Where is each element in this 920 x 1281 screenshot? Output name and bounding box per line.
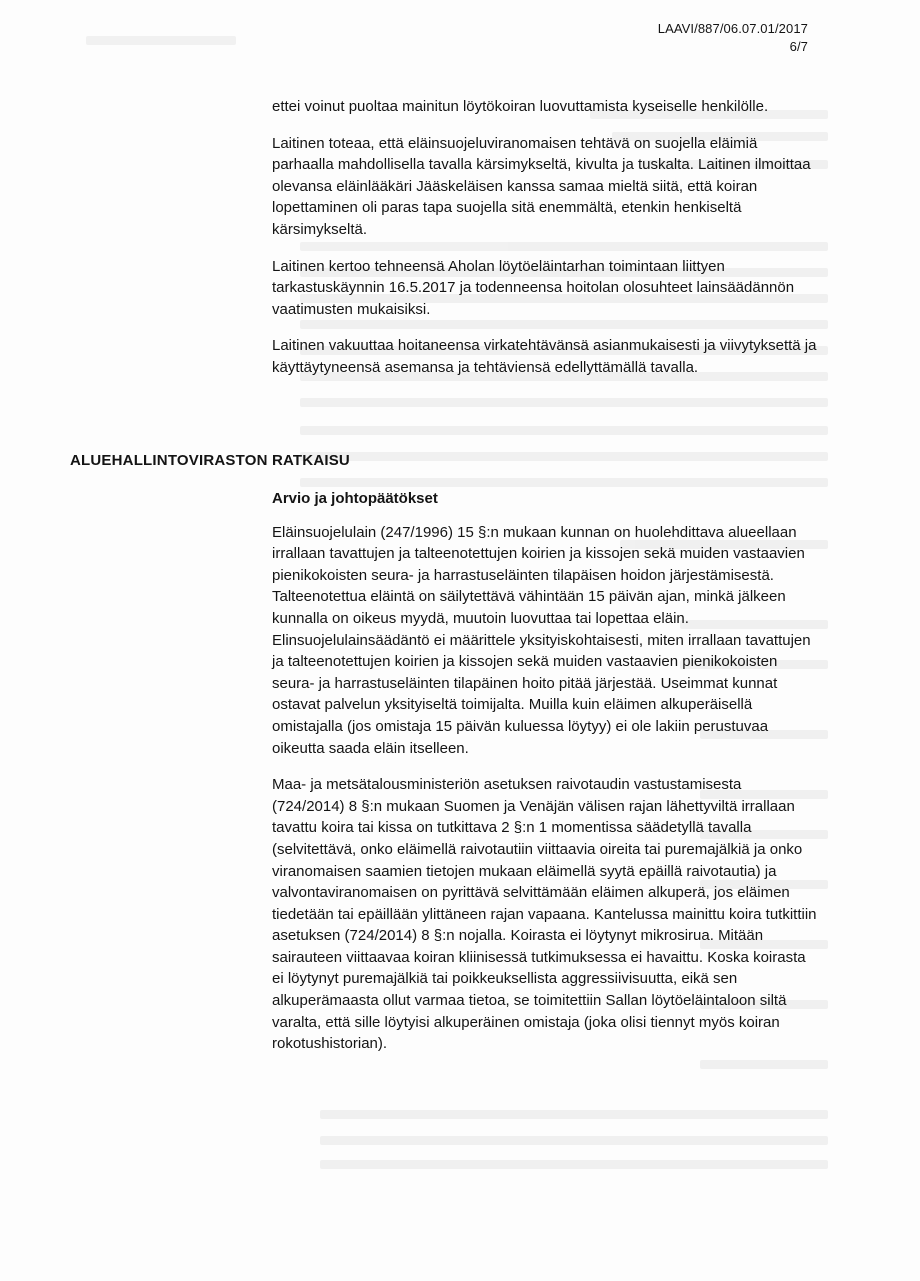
lower-text-block	[272, 488, 818, 1070]
paragraph: Laitinen vakuuttaa hoitaneensa virkatehtävänsä asianmukaisesti ja viivytyksettä ja käyttäytyneensä asemansa ja tehtäviensä edellyttämällä tavalla.	[272, 337, 817, 376]
section-heading: ALUEHALLINTOVIRASTON RATKAISU	[70, 452, 350, 469]
reference-number: LAAVI/887/06.07.01/2017	[657, 21, 808, 36]
paragraph: Eläinsuojelulain (247/1996) 15 §:n mukaan kunnan on huolehdittava alueellaan irrallaan tavattujen ja talteenotettujen koirien ja kissojen sekä muiden vastaavien pienikokoisten seura- ja harrastuseläinten tilapäisen hoidon järjestämisestä. Talteenotettua eläintä on säilytettävä vähintään 15 päivän ajan, minkä jälkeen kunnalla on oikeus myydä, muutoin luovuttaa tai lopettaa eläin. Elinsuojelulainsäädäntö ei määrittele yksityiskohtaisesti, miten irrallaan tavattujen ja talteenotettujen koirien ja kissojen sekä muiden vastaavien pienikokoisten seura- ja harrastuseläinten tilapäinen hoito pitää järjestää. Useimmat kunnat ostavat palvelun yksityiseltä toimijalta. Muilla kuin eläimen alkuperäisellä omistajalla (jos omistaja 15 päivän kuluessa löytyy) ei ole lakiin perustuvaa oikeutta saada eläin itselleen.	[272, 523, 811, 757]
paragraph: Maa- ja metsätalousministeriön asetuksen raivotaudin vastustamisesta (724/2014) 8 §:n mukaan Suomen ja Venäjän välisen rajan lähettyviltä irrallaan tavattu koira tai kissa on tutkittava 2 §:n 1 momentissa säädetyllä tavalla (selvitettävä, onko eläimellä raivotautiin viittaavia oireita tai puremajälkiä ja onko viranomaisen saamien tietojen mukaan eläimellä syytä epäillä raivotautia) ja valvontaviranomaisen on pyrittävä selvittämään eläimen alkuperä, jos eläimen tiedetään tai epäillään ylittäneen rajan vapaana. Kantelussa mainittu koira tutkittiin asetuksen (724/2014) 8 §:n nojalla. Koirasta ei löytynyt mikrosirua. Mitään sairauteen viittaavaa koiran kliinisessä tutkimuksessa ei havaittu. Koska koirasta ei löytynyt puremajälkiä tai poikkeuksellista aggressiivisuutta, eikä sen alkuperämaasta ollut varmaa tietoa, se toimitettiin Sallan löytöeläintaloon siltä varalta, että sille löytyisi alkuperäinen omistaja (joka olisi tiennyt myös koiran rokotushistorian).	[272, 776, 817, 1053]
paragraph: Laitinen kertoo tehneensä Aholan löytöeläintarhan toimintaan liittyen tarkastuskäynnin 16.5.2017 ja todenneensa hoitolan olosuhteet lainsäädännön vaatimusten mukaisiksi.	[272, 257, 795, 318]
document-header	[658, 20, 808, 56]
subsection-heading: Arvio ja johtopäätökset	[272, 490, 438, 507]
page-number: 6/7	[789, 39, 808, 54]
upper-text-block	[272, 96, 818, 394]
paragraph: Laitinen toteaa, että eläinsuojeluviranomaisen tehtävä on suojella eläimiä parhaalla mahdollisella tavalla kärsimykseltä, kivulta ja tuskalta. Laitinen ilmoittaa olevansa eläinlääkäri Jääskeläisen kanssa samaa mieltä siitä, että koiran lopettaminen oli paras tapa suojella sitä enemmältä, etenkin henkiseltä kärsimykseltä.	[272, 134, 811, 238]
paragraph: ettei voinut puoltaa mainitun löytökoiran luovuttamista kyseiselle henkilölle.	[272, 98, 769, 115]
